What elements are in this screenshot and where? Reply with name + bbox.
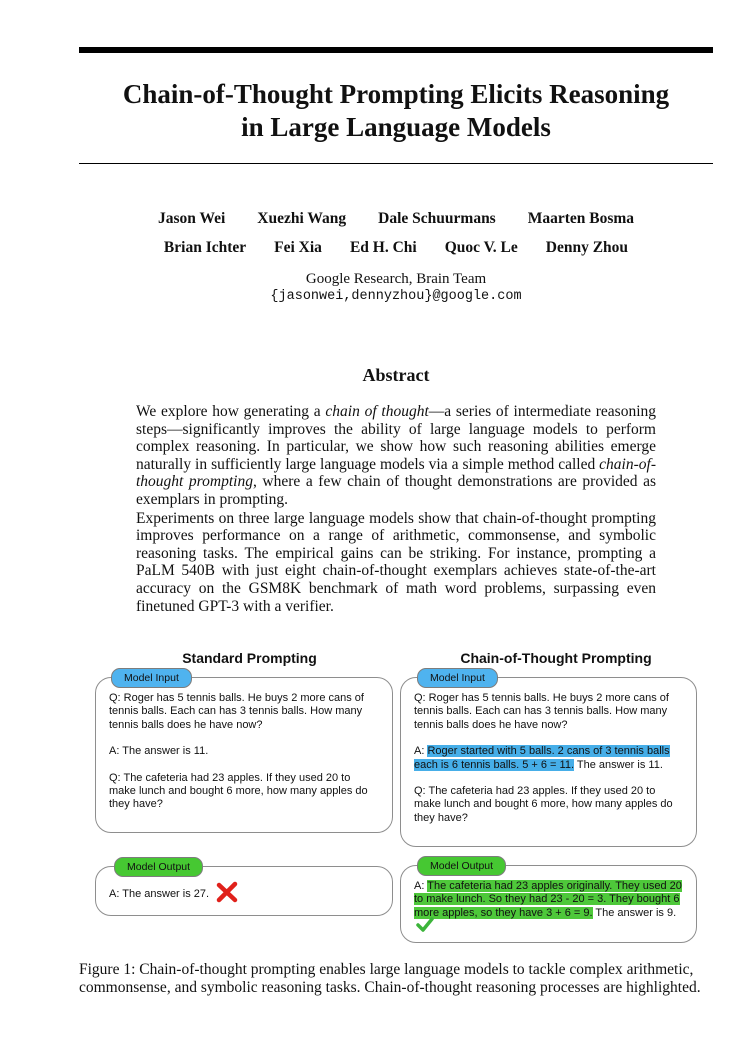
question-1: Q: Roger has 5 tennis balls. He buys 2 more cans of tennis balls. Each can has 3 tennis balls. How many tennis balls does he have now? — [414, 692, 669, 731]
title-line-1: Chain-of-Thought Prompting Elicits Reasoning — [122, 79, 670, 109]
reasoning-highlight: Roger started with 5 balls. 2 cans of 3 tennis balls each is 6 tennis balls. 5 + 6 = 11. — [414, 745, 670, 771]
cot-model-output-label: Model Output — [417, 856, 506, 876]
author-name: Jason Wei — [157, 210, 226, 227]
standard-output-answer: A: The answer is 27. — [109, 887, 210, 900]
authors-row-2 — [79, 239, 713, 257]
question-1: Q: Roger has 5 tennis balls. He buys 2 more cans of tennis balls. Each can has 3 tennis balls. How many tennis balls does he have now? — [109, 692, 364, 731]
standard-input-box — [95, 677, 393, 833]
standard-model-input-label: Model Input — [111, 668, 192, 688]
author-name: Maarten Bosma — [527, 210, 635, 227]
correct-check-icon — [416, 917, 434, 933]
reasoning-highlight: The cafeteria had 23 apples originally. They used 20 to make lunch. So they had 23 - 20 = 3. They bought 6 more apples, so they have 3 + 6 = 9. — [414, 880, 682, 919]
paper-title — [79, 78, 713, 144]
wrong-x-icon — [216, 881, 238, 903]
cot-output-box — [400, 865, 697, 943]
answer-suffix: The answer is 11. — [574, 758, 663, 771]
answer-prefix: A: — [414, 880, 428, 892]
abstract-text: We explore how generating a — [136, 403, 326, 420]
author-name: Dale Schuurmans — [378, 210, 496, 227]
standard-answer-1: A: The answer is 11. — [109, 745, 209, 758]
abstract-text: —a series of intermediate reasoning steps—significantly improves the ability of large language models to perform complex reasoning. In particular, we show how such reasoning abilities emerge naturally in sufficiently large language models via a simple method called — [136, 403, 656, 473]
abstract-heading: Abstract — [362, 365, 430, 385]
abstract-body — [136, 403, 656, 615]
answer-suffix: The answer is 9. — [592, 906, 677, 919]
title-rule — [79, 163, 713, 164]
title-line-2: in Large Language Models — [241, 112, 551, 142]
abstract-paragraph-1 — [136, 403, 656, 509]
abstract-paragraph-2: Experiments on three large language models show that chain-of-thought prompting improves performance on a range of arithmetic, commonsense, and symbolic reasoning tasks. The empirical gains can be striking. For instance, prompting a PaLM 540B with just eight chain-of-thought exemplars achieves state-of-the-art accuracy on the GSM8K benchmark of math word problems, surpassing even finetuned GPT-3 with a verifier. — [136, 509, 656, 615]
affiliation: Google Research, Brain Team — [305, 271, 487, 287]
author-name: Xuezhi Wang — [257, 210, 347, 227]
author-name: Fei Xia — [274, 239, 322, 256]
abstract-emphasis: chain of thought — [325, 403, 429, 420]
abstract-text: , where a few chain of thought demonstrations are provided as exemplars in prompting. — [136, 473, 656, 508]
author-name: Brian Ichter — [163, 239, 247, 256]
top-rule — [79, 47, 713, 53]
question-2: Q: The cafeteria had 23 apples. If they used 20 to make lunch and bought 6 more, how many apples do they have? — [414, 785, 673, 824]
cot-model-input-label: Model Input — [417, 668, 498, 688]
abstract-emphasis: chain-of-thought prompting — [136, 455, 656, 491]
figure-caption: Figure 1: Chain-of-thought prompting enables large language models to tackle complex arithmetic, commonsense, and symbolic reasoning tasks. Chain-of-thought reasoning processes are highlighted. — [79, 961, 701, 996]
author-name: Denny Zhou — [545, 239, 629, 256]
answer-prefix: A: — [414, 745, 428, 758]
cot-prompting-heading: Chain-of-Thought Prompting — [460, 650, 652, 666]
author-name: Ed H. Chi — [349, 239, 417, 256]
cot-answer-1 — [414, 745, 684, 772]
authors-row-1 — [79, 210, 713, 228]
standard-prompting-heading: Standard Prompting — [182, 650, 317, 666]
question-2: Q: The cafeteria had 23 apples. If they used 20 to make lunch and bought 6 more, how many apples do they have? — [109, 771, 368, 811]
cot-input-box — [400, 677, 697, 847]
email: {jasonwei,dennyzhou}@google.com — [270, 289, 522, 304]
author-name: Quoc V. Le — [444, 239, 518, 256]
standard-model-output-label: Model Output — [114, 857, 203, 877]
